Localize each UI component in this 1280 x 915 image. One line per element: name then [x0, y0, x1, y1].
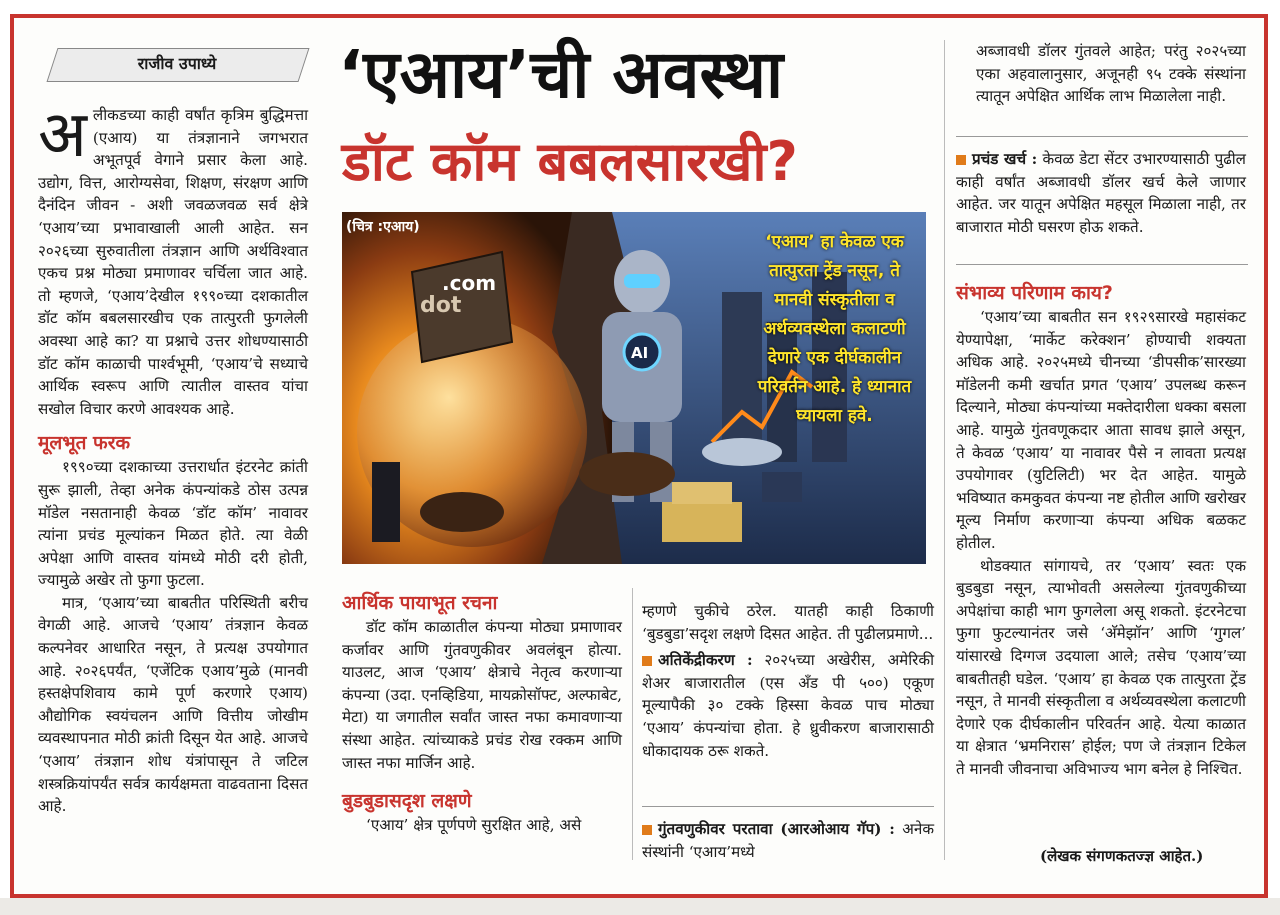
robot-badge: AI [631, 344, 649, 362]
bullet-roi-gap: गुंतवणुकीवर परतावा (आरओआय गॅप) : अनेक संस्थांनी ‘एआय’मध्ये [642, 820, 934, 861]
heading-basic-difference: मूलभूत फरक [38, 432, 131, 455]
column-4-bullet [956, 148, 1246, 238]
column-divider [632, 588, 633, 860]
drop-cap: अ [38, 98, 87, 172]
section-divider [956, 136, 1248, 137]
column-1 [38, 98, 308, 818]
sign-com: .com [442, 271, 497, 295]
paragraph: ‘एआय’ क्षेत्र पूर्णपणे सुरक्षित आहे, असे [366, 816, 582, 835]
paragraph: म्हणणे चुकीचे ठरेल. यातही काही ठिकाणी ‘बुडबुडा’सदृश लक्षणे दिसत आहेत. ती पुढीलप्रमाणे... [642, 602, 934, 643]
intro-paragraph: अलीकडच्या काही वर्षांत कृत्रिम बुद्धिमत्ता (एआय) या तंत्रज्ञानाने जगभरात अभूतपूर्व वेगाने प्रसार केला आहे. उद्योग, वित्त, आरोग्यसेवा, शिक्षण, संरक्षण आणि दैनंदिन जीवन - अशी जवळजवळ सर्व क्षेत्रे ‘एआय’च्या प्रभावाखाली आली आहेत. सन २०२६च्या सुरुवातीला तंत्रज्ञान आणि अर्थविश्वात एकच प्रश्न मोठ्या प्रमाणावर चर्चिला जात आहे. तो म्हणजे, ‘एआय’देखील १९९०च्या दशकातील डॉट कॉम बबलसारखीच एक तात्पुरती फुगलेली अवस्था आहे का? या प्रश्नाचे उत्तर शोधण्यासाठी डॉट कॉम काळाची पार्श्वभूमी, ‘एआय’चे सध्याचे आर्थिक स्वरूप आणि त्यातील वास्तव यांचा सखोल विचार करणे आवश्यक आहे. [38, 98, 308, 418]
image-pull-quote: ‘एआय’ हा केवळ एक तात्पुरता ट्रेंड नसून, ते मानवी संस्कृतीला व अर्थव्यवस्थेला कलाटणी देणारे एक दीर्घकालीन परिवर्तन आहे. हे ध्यानात घ्यायला हवे. [757, 232, 912, 426]
column-3 [642, 600, 934, 762]
column-4 [956, 40, 1246, 108]
sign-dot: dot [420, 293, 462, 318]
bottom-strip [0, 898, 1280, 915]
bullet-icon [956, 155, 966, 165]
paragraph: अब्जावधी डॉलर गुंतवले आहेत; परंतु २०२५च्या एका अहवालानुसार, अजूनही ९५ टक्के संस्थांना त्यातून अपेक्षित आर्थिक लाभ मिळालेला नाही. [976, 42, 1246, 106]
paragraph: मात्र, ‘एआय’च्या बाबतीत परिस्थिती बरीच वेगळी आहे. आजचे ‘एआय’ तंत्रज्ञान केवळ कल्पनेवर आधारित नसून, ते प्रत्यक्ष उपयोगात आहे. २०२६पर्यंत, ‘एजेंटिक एआय’मुळे (मानवी हस्तक्षेपशिवाय कामे पूर्ण करणारे एआय) औद्योगिक स्वयंचलन आणि वित्तीय जोखीम व्यवस्थापनात मोठी क्रांती दिसून येत आहे. आजचे ‘एआय’ तंत्रज्ञान शोध यंत्रांपासून ते जटिल शस्त्रक्रियांपर्यंत सर्वत्र कार्यक्षमता वाढवताना दिसत आहे. [38, 593, 308, 816]
column-4-result [956, 280, 1246, 780]
bullet-icon [642, 825, 652, 835]
headline-line-2: डॉट कॉम बबलसारखी? [342, 130, 798, 193]
author-name: राजीव उपाध्ये [137, 54, 217, 73]
bullet-huge-cost: प्रचंड खर्च : केवळ डेटा सेंटर उभारण्यासाठी पुढील काही वर्षांत अब्जावधी डॉलर खर्च केले जाणार आहेत. जर यातून अपेक्षित महसूल मिळाला नाही, तर बाजारात मोठी घसरण होऊ शकते. [956, 150, 1246, 236]
paragraph: ‘एआय’च्या बाबतीत सन १९२९सारखे महासंकट येण्यापेक्षा, ‘मार्केट करेक्शन’ होण्याची शक्यता अधिक आहे. २०२५मध्ये चीनच्या ‘डीपसीक’सारख्या मॉडेलनी कमी खर्चात प्रगत ‘एआय’ उपलब्ध करून दिल्याने, मोठ्या कंपन्यांच्या मक्तेदारीला धक्का बसला आहे. यामुळे गुंतवणूकदार आता सावध झाले असून, ते केवळ ‘एआय’ या नावावर पैसे न लावता प्रत्यक्ष उपयोगावर (युटिलिटी) भर देत आहेत. यामुळे भविष्यात कमकुवत कंपन्या नष्ट होतील आणि खरोखर मूल्य निर्माण करणाऱ्या कंपन्या अधिक बळकट होतील. [956, 308, 1246, 552]
author-note: (लेखक संगणकतज्ज्ञ आहेत.) [1040, 847, 1204, 865]
section-divider [956, 264, 1248, 265]
section-divider [642, 806, 934, 807]
heading-possible-results: संभाव्य परिणाम काय? [956, 282, 1113, 304]
column-3-bottom [642, 818, 934, 863]
heading-bubble-signs: बुडबुडासदृश लक्षणे [342, 790, 472, 813]
column-divider [944, 40, 945, 860]
paragraph: १९९०च्या दशकाच्या उत्तरार्धात इंटरनेट क्रांती सुरू झाली, तेव्हा अनेक कंपन्यांकडे ठोस उत्पन्न मॉडेल नसतानाही केवळ ‘डॉट कॉम’ नावावर त्यांना प्रचंड मूल्यांकन मिळत होते. त्या वेळी अपेक्षा आणि वास्तव यांमध्ये मोठी दरी होती, ज्यामुळे अखेर तो फुगा फुटला. [38, 458, 308, 590]
column-2 [342, 590, 622, 837]
bullet-concentration: अतिकेंद्रीकरण : २०२५च्या अखेरीस, अमेरिकी शेअर बाजारातील (एस अँड पी ५००) एकूण मूल्यापैकी ३० टक्के हिस्सा केवळ पाच मोठ्या ‘एआय’ कंपन्यांचा होता. हे ध्रुवीकरण बाजारासाठी धोकादायक ठरू शकते. [642, 651, 934, 760]
paragraph: थोडक्यात सांगायचे, तर ‘एआय’ स्वतः एक बुडबुडा नसून, त्याभोवती असलेल्या गुंतवणुकीच्या अपेक्षांचा काही भाग फुगलेला असू शकतो. इंटरनेटचा फुगा फुटल्यानंतर जसे ‘अ‍ॅमेझॉन’ आणि ‘गुगल’ यांसारखे दिग्गज उदयाला आले; तसेच ‘एआय’च्या बाबतीतही घडेल. ‘एआय’ हा केवळ एक तात्पुरता ट्रेंड नसून, ते मानवी संस्कृतीला व अर्थव्यवस्थेला कलाटणी देणारे एक दीर्घकालीन परिवर्तन आहे. येत्या काळात या क्षेत्रात ‘भ्रमनिरास’ होईल; पण जे तंत्रज्ञान टिकेल ते मानवी जीवनाचा अविभाज्य भाग बनेल हे निश्चित. [956, 556, 1246, 778]
bullet-icon [642, 656, 652, 666]
headline-line-1: ‘एआय’ची अवस्था [338, 36, 784, 113]
paragraph: डॉट कॉम काळातील कंपन्या मोठ्या प्रमाणावर कर्जावर आणि गुंतवणुकीवर अवलंबून होत्या. याउलट, आज ‘एआय’ क्षेत्राचे नेतृत्व करणाऱ्या कंपन्या (उदा. एनव्हिडिया, मायक्रोसॉफ्ट, अल्फाबेट, मेटा) या जगातील सर्वांत जास्त नफा कमावणाऱ्या संस्था आहेत. त्यांच्याकडे प्रचंड रोख रक्कम आणि जास्त नफा मार्जिन आहे. [342, 618, 622, 772]
image-caption: (चित्र :एआय) [346, 219, 420, 235]
heading-economic-base: आर्थिक पायाभूत रचना [342, 592, 498, 614]
byline [52, 48, 302, 80]
